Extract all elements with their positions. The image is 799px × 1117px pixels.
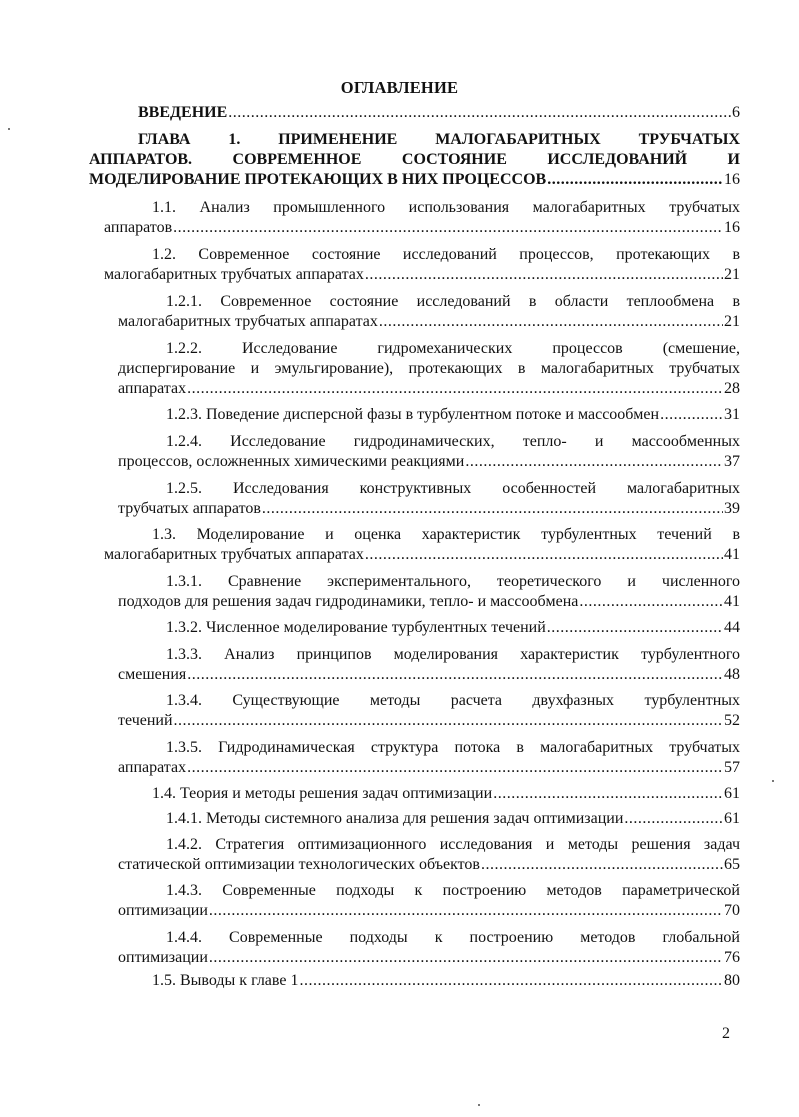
- toc-entry-1-3-5[interactable]: [118, 738, 740, 778]
- toc-entry-page: 39: [724, 500, 740, 517]
- toc-entry-1-2-5[interactable]: [118, 479, 740, 519]
- dot-leader: [209, 901, 723, 921]
- toc-entry-line: 1.4.2. Стратегия оптимизационного исследования и методы решения задач: [166, 836, 740, 853]
- toc-entry-1-4-4[interactable]: [118, 928, 740, 968]
- toc-entry-line: 1.2.4. Исследование гидродинамических, тепло- и массообменных: [166, 433, 740, 450]
- toc-entry-label: 1.5. Выводы к главе 1: [152, 972, 299, 989]
- toc-entry-label: 1.4.1. Методы системного анализа для решения задач оптимизации: [166, 810, 624, 827]
- scan-speck: [772, 780, 774, 782]
- toc-entry-label: малогабаритных трубчатых аппаратах: [118, 313, 378, 330]
- dot-leader: [547, 170, 723, 190]
- dot-leader: [465, 452, 723, 472]
- toc-entry-page: 41: [724, 593, 740, 610]
- toc-entry-line: 1.2.2. Исследование гидромеханических процессов (смешение,: [166, 340, 740, 357]
- toc-entry-page: 16: [724, 219, 740, 236]
- dot-leader: [187, 665, 723, 685]
- toc-entry-line: ГЛАВА 1. ПРИМЕНЕНИЕ МАЛОГАБАРИТНЫХ ТРУБЧАТЫХ: [138, 131, 740, 148]
- dot-leader: [187, 758, 723, 778]
- dot-leader: [174, 711, 723, 731]
- toc-entry-intro[interactable]: [138, 103, 740, 123]
- toc-entry-1-4-2[interactable]: [118, 835, 740, 875]
- toc-entry-page: 44: [724, 619, 740, 636]
- toc-entry-1-4[interactable]: [152, 784, 740, 804]
- toc-entry-page: 80: [724, 972, 740, 989]
- toc-entry-1-2-3[interactable]: [166, 405, 740, 425]
- toc-entry-1-4-3[interactable]: [118, 881, 740, 921]
- dot-leader: [187, 379, 723, 399]
- toc-entry-1-2-2[interactable]: [118, 339, 740, 399]
- toc-entry-line: 1.2.5. Исследования конструктивных особенностей малогабаритных: [166, 480, 740, 497]
- toc-entry-page: 65: [724, 856, 740, 873]
- toc-entry-line: 1.3.4. Существующие методы расчета двухфазных турбулентных: [166, 692, 740, 709]
- toc-entry-page: 57: [724, 759, 740, 776]
- page-number: 2: [722, 1025, 730, 1042]
- scan-speck: [478, 1104, 480, 1106]
- toc-entry-page: 31: [724, 406, 740, 423]
- toc-entry-page: 21: [724, 266, 740, 283]
- toc-entry-line: 1.2. Современное состояние исследований процессов, протекающих в: [152, 246, 740, 263]
- toc-entry-1-4-1[interactable]: [166, 809, 740, 829]
- toc-entry-label: смешения: [118, 666, 187, 683]
- toc-entry-label: аппаратах: [118, 759, 187, 776]
- toc-entry-page: 61: [724, 785, 740, 802]
- toc-entry-line: 1.4.3. Современные подходы к построению методов параметрической: [166, 882, 740, 899]
- dot-leader: [365, 265, 723, 285]
- toc-entry-label: малогабаритных трубчатых аппаратах: [104, 546, 364, 563]
- toc-entry-label: 1.3.2. Численное моделирование турбулентных течений: [166, 619, 546, 636]
- toc-entry-page: 48: [724, 666, 740, 683]
- toc-entry-page: 37: [724, 453, 740, 470]
- toc-entry-page: 76: [724, 949, 740, 966]
- toc-entry-line: 1.2.1. Современное состояние исследований в области теплообмена в: [166, 293, 740, 310]
- toc-entry-line: 1.3.1. Сравнение экспериментального, теоретического и численного: [166, 573, 740, 590]
- dot-leader: [547, 618, 723, 638]
- toc-entry-label: процессов, осложненных химическими реакциями: [118, 453, 465, 470]
- dot-leader: [299, 971, 723, 991]
- dot-leader: [379, 312, 723, 332]
- toc-entry-line: 1.3. Моделирование и оценка характеристик турбулентных течений в: [152, 526, 740, 543]
- toc-entry-1-5[interactable]: [152, 971, 740, 991]
- dot-leader: [579, 592, 723, 612]
- toc-entry-label: трубчатых аппаратов: [118, 500, 261, 517]
- toc-entry-label: оптимизации: [118, 949, 208, 966]
- dot-leader: [660, 405, 723, 425]
- toc-entry-page: 21: [724, 313, 740, 330]
- toc-entry-label: аппаратов: [104, 219, 173, 236]
- dot-leader: [493, 784, 723, 804]
- toc-entry-page: 70: [724, 902, 740, 919]
- dot-leader: [228, 103, 731, 123]
- toc-entry-line: 1.3.3. Анализ принципов моделирования характеристик турбулентного: [166, 646, 740, 663]
- toc-entry-line: АППАРАТОВ. СОВРЕМЕННОЕ СОСТОЯНИЕ ИССЛЕДОВАНИЙ И: [89, 151, 740, 168]
- toc-entry-1-3-2[interactable]: [166, 618, 740, 638]
- toc-entry-label: ВВЕДЕНИЕ: [138, 104, 228, 121]
- toc-entry-label: подходов для решения задач гидродинамики, тепло- и массообмена: [118, 593, 579, 610]
- toc-entry-1-3-3[interactable]: [118, 645, 740, 685]
- scan-speck: [8, 128, 10, 130]
- toc-entry-page: 52: [724, 712, 740, 729]
- dot-leader: [262, 499, 723, 519]
- toc-entry-page: 16: [724, 171, 740, 188]
- toc-entry-chapter-1[interactable]: [89, 130, 740, 190]
- toc-entry-page: 6: [732, 104, 740, 121]
- toc-entry-line: диспергирование и эмульгирование), протекающих в малогабаритных трубчатых: [118, 360, 740, 377]
- toc-entry-label: статической оптимизации технологических объектов: [118, 856, 480, 873]
- dot-leader: [365, 545, 723, 565]
- toc-entry-1-2[interactable]: [104, 245, 740, 285]
- toc-entry-1-3[interactable]: [104, 525, 740, 565]
- toc-entry-label: 1.4. Теория и методы решения задач оптимизации: [152, 785, 493, 802]
- toc-heading: ОГЛАВЛЕНИЕ: [340, 78, 459, 97]
- toc-entry-line: 1.4.4. Современные подходы к построению методов глобальной: [166, 929, 740, 946]
- toc-entry-1-3-1[interactable]: [118, 572, 740, 612]
- toc-entry-page: 61: [724, 810, 740, 827]
- toc-entry-label: течений: [118, 712, 173, 729]
- toc-entry-label: МОДЕЛИРОВАНИЕ ПРОТЕКАЮЩИХ В НИХ ПРОЦЕССОВ: [89, 171, 547, 188]
- toc-entry-label: аппаратах: [118, 380, 187, 397]
- toc-entry-line: 1.1. Анализ промышленного использования малогабаритных трубчатых: [152, 199, 740, 216]
- toc-entry-1-2-1[interactable]: [118, 292, 740, 332]
- dot-leader: [209, 948, 723, 968]
- toc-entry-1-3-4[interactable]: [118, 691, 740, 731]
- toc-entry-label: 1.2.3. Поведение дисперсной фазы в турбулентном потоке и массообмен: [166, 406, 660, 423]
- toc-entry-label: оптимизации: [118, 902, 208, 919]
- toc-entry-label: малогабаритных трубчатых аппаратах: [104, 266, 364, 283]
- toc-entry-line: 1.3.5. Гидродинамическая структура потока в малогабаритных трубчатых: [166, 739, 740, 756]
- toc-entry-1-1[interactable]: [104, 198, 740, 238]
- toc-entry-page: 41: [724, 546, 740, 563]
- toc-entry-page: 28: [724, 380, 740, 397]
- dot-leader: [173, 218, 723, 238]
- toc-entry-1-2-4[interactable]: [118, 432, 740, 472]
- dot-leader: [481, 855, 723, 875]
- dot-leader: [624, 809, 723, 829]
